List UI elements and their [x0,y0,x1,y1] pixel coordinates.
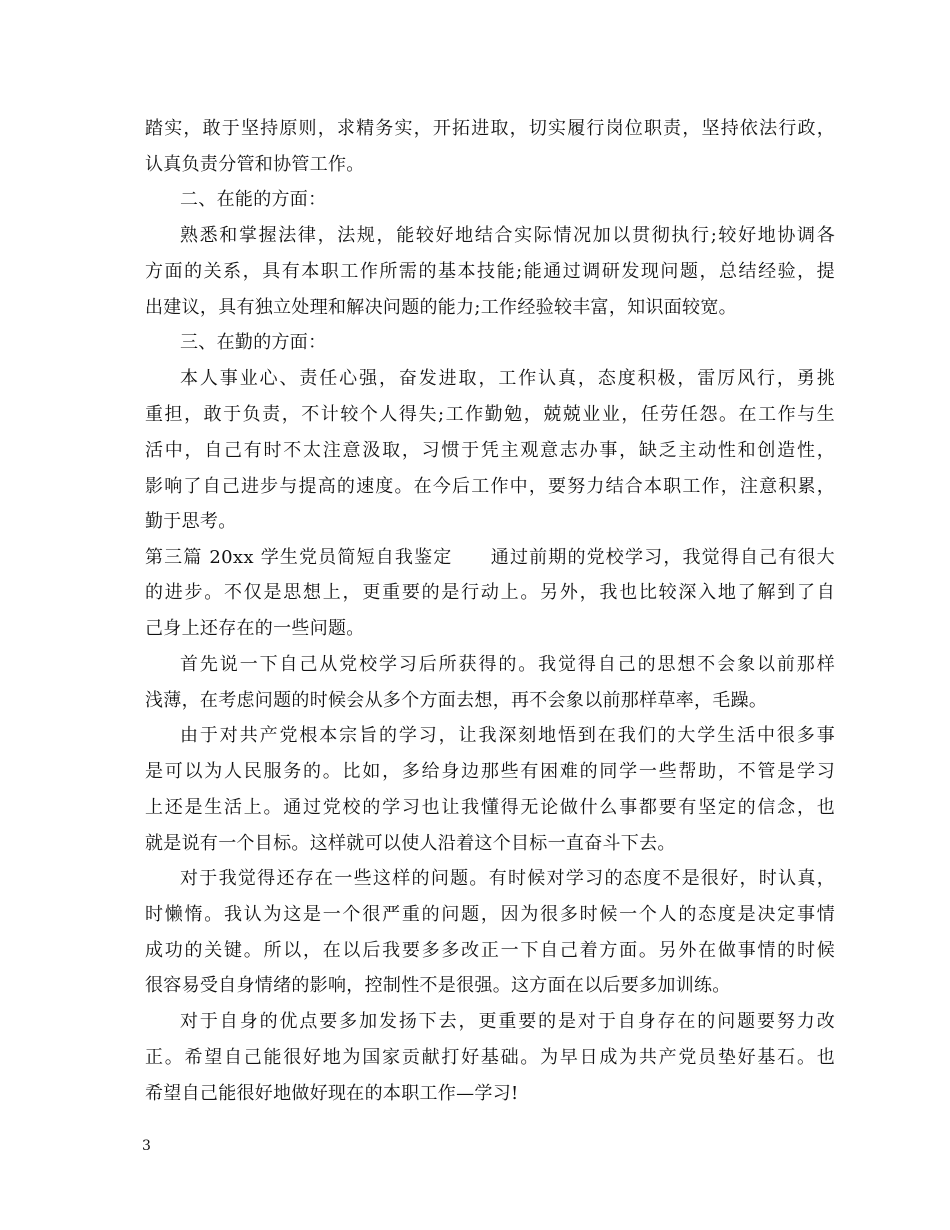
article-title-line: 第三篇 20xx 学生党员简短自我鉴定 通过前期的党校学习，我觉得自己有很大 [145,547,835,568]
text-line: 对于我觉得还存在一些这样的问题。有时候对学习的态度不是很好，时认真， [180,868,835,889]
text-line: 本人事业心、责任心强，奋发进取，工作认真，态度积极，雷厉风行，勇挑 [180,368,835,389]
text-line: 上还是生活上。通过党校的学习也让我懂得无论做什么事都要有坚定的信念，也 [145,797,835,818]
text-line: 就是说有一个目标。这样就可以使人沿着这个目标一直奋斗下去。 [145,833,676,854]
section-heading: 三、在勤的方面： [180,332,327,353]
text-line: 由于对共产党根本宗旨的学习，让我深刻地悟到在我们的大学生活中很多事 [180,725,835,746]
text-line: 重担，敢于负责，不计较个人得失;工作勤勉，兢兢业业，任劳任怨。在工作与生 [145,404,835,425]
text-line: 是可以为人民服务的。比如，多给身边那些有困难的同学一些帮助，不管是学习 [145,761,835,782]
text-line: 时懒惰。我认为这是一个很严重的问题，因为很多时候一个人的态度是决定事情 [145,904,835,925]
text-line: 踏实，敢于坚持原则，求精务实，开拓进取，切实履行岗位职责，坚持依法行政， [145,118,835,139]
text-line: 影响了自己进步与提高的速度。在今后工作中，要努力结合本职工作，注意积累， [145,476,835,497]
text-line: 很容易受自身情绪的影响，控制性不是很强。这方面在以后要多加训练。 [145,975,731,996]
text-line: 对于自身的优点要多加发扬下去，更重要的是对于自身存在的问题要努力改 [180,1011,835,1032]
text-line: 浅薄，在考虑问题的时候会从多个方面去想，再不会象以前那样草率，毛躁。 [145,690,768,711]
text-line: 方面的关系，具有本职工作所需的基本技能;能通过调研发现问题，总结经验，提 [145,261,835,282]
text-line: 认真负责分管和协管工作。 [145,154,365,175]
section-heading: 二、在能的方面： [180,189,327,210]
text-line: 的进步。不仅是思想上，更重要的是行动上。另外，我也比较深入地了解到了自 [145,582,835,603]
text-line: 己身上还存在的一些问题。 [145,618,365,639]
text-line: 熟悉和掌握法律，法规，能较好地结合实际情况加以贯彻执行;较好地协调各 [180,225,835,246]
text-line: 正。希望自己能很好地为国家贡献打好基础。为早日成为共产党员垫好基石。也 [145,1047,835,1068]
text-line: 成功的关键。所以，在以后我要多多改正一下自己着方面。另外在做事情的时候 [145,940,835,961]
text-line: 勤于思考。 [145,511,237,532]
text-line: 活中，自己有时不太注意汲取，习惯于凭主观意志办事，缺乏主动性和创造性， [145,440,835,461]
text-line: 首先说一下自己从党校学习后所获得的。我觉得自己的思想不会象以前那样 [180,654,835,675]
page-number: 3 [142,1138,151,1154]
text-line: 出建议，具有独立处理和解决问题的能力;工作经验较丰富，知识面较宽。 [145,297,737,318]
text-line: 希望自己能很好地做好现在的本职工作—学习! [145,1083,519,1104]
